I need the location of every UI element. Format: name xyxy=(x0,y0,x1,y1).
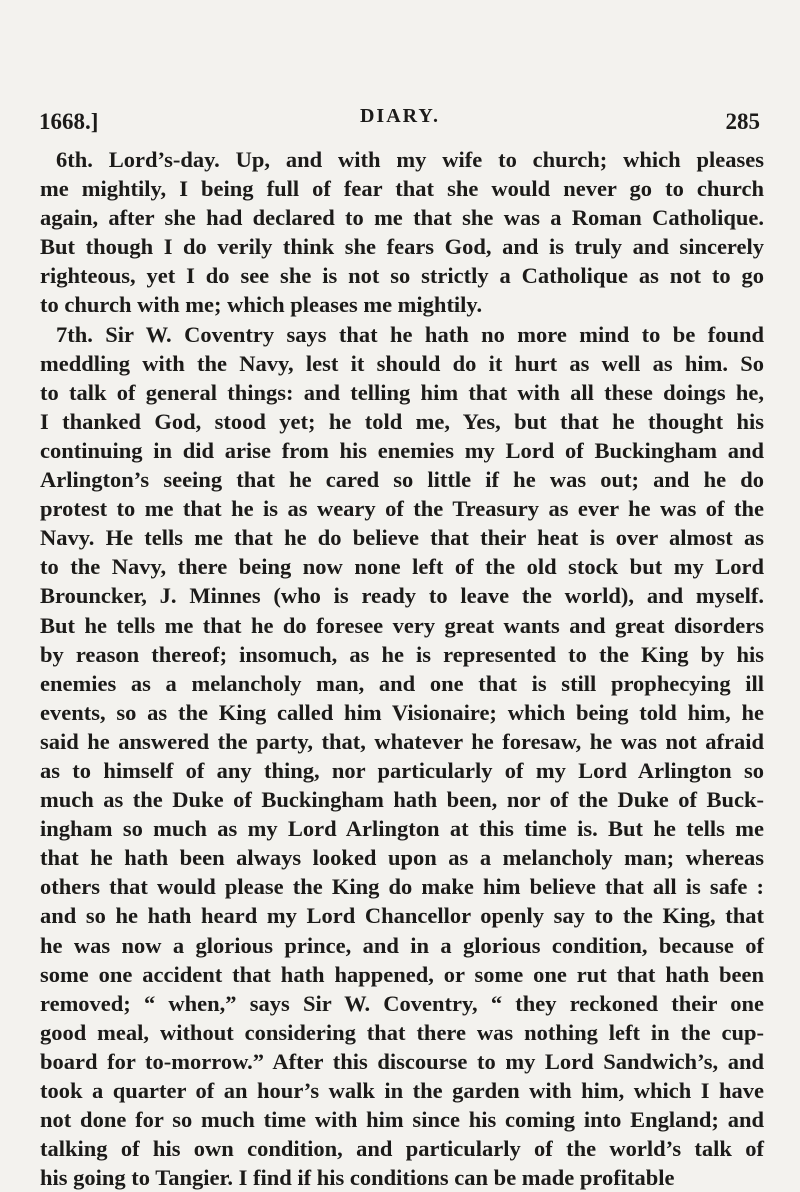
text-line: again, after she had declared to me that she was a Roman Catholique. xyxy=(40,205,764,231)
text-line: to talk of general things: and telling him that with all these doings he, xyxy=(40,379,764,405)
text-line: But he tells me that he do foresee very great wants and great disorders xyxy=(40,612,764,638)
text-line: that he hath been always looked upon as a melancholy man; whereas xyxy=(40,845,764,871)
text-line: talking of his own condition, and particularly of the world’s talk of xyxy=(40,1136,764,1162)
text-line: and so he hath heard my Lord Chancellor openly say to the King, that xyxy=(40,903,764,929)
running-head xyxy=(0,72,800,134)
text-line: events, so as the King called him Visionaire; which being told him, he xyxy=(40,699,764,725)
text-line: not done for so much time with him since his coming into England; and xyxy=(40,1107,764,1133)
text-line: his going to Tangier. I find if his conditions can be made profitable xyxy=(40,1165,675,1191)
text-line: board for to-morrow.” After this discourse to my Lord Sandwich’s, and xyxy=(40,1048,764,1074)
text-line: said he answered the party, that, whatever he foresaw, he was not afraid xyxy=(40,728,764,754)
text-line: took a quarter of an hour’s walk in the garden with him, which I have xyxy=(40,1078,764,1103)
text-line: Navy. He tells me that he do believe that their heat is over almost as xyxy=(40,525,764,551)
text-line: 7th. Sir W. Coventry says that he hath no more mind to be found xyxy=(56,321,764,347)
text-line: protest to me that he is as weary of the Treasury as ever he was of the xyxy=(40,496,764,522)
text-line: ingham so much as my Lord Arlington at this time is. But he tells me xyxy=(40,816,764,842)
text-line: others that would please the King do make him believe that all is safe : xyxy=(40,874,764,900)
diary-text xyxy=(40,145,764,1192)
text-line: by reason thereof; insomuch, as he is represented to the King by his xyxy=(40,641,764,667)
text-line: Brouncker, J. Minnes (who is ready to leave the world), and myself. xyxy=(40,583,764,609)
text-line: removed; “ when,” says Sir W. Coventry, “ they reckoned their one xyxy=(40,990,764,1016)
text-line: as to himself of any thing, nor particularly of my Lord Arlington so xyxy=(40,757,764,783)
text-line: meddling with the Navy, lest it should do it hurt as well as him. So xyxy=(40,350,764,376)
text-line: good meal, without considering that there was nothing left in the cup- xyxy=(40,1019,764,1045)
text-line: some one accident that hath happened, or some one rut that hath been xyxy=(40,961,764,987)
text-line: me mightily, I being full of fear that she would never go to church xyxy=(40,176,764,202)
text-line: 6th. Lord’s-day. Up, and with my wife to church; which pleases xyxy=(56,147,764,172)
page-number: 285 xyxy=(725,109,760,134)
text-line: much as the Duke of Buckingham hath been, nor of the Duke of Buck- xyxy=(40,787,764,813)
running-head-title: DIARY. xyxy=(359,105,441,127)
running-head-year: 1668.] xyxy=(39,109,99,134)
text-line: I thanked God, stood yet; he told me, Yes, but that he thought his xyxy=(40,408,764,434)
text-line: But though I do verily think she fears God, and is truly and sincerely xyxy=(40,234,764,260)
text-line: continuing in did arise from his enemies my Lord of Buckingham and xyxy=(40,437,764,463)
text-line: he was now a glorious prince, and in a glorious condition, because of xyxy=(40,932,764,958)
text-line: to church with me; which pleases me mightily. xyxy=(40,292,483,318)
text-line: Arlington’s seeing that he cared so little if he was out; and he do xyxy=(40,467,764,493)
text-line: to the Navy, there being now none left of the old stock but my Lord xyxy=(40,554,764,580)
text-line: enemies as a melancholy man, and one that is still prophecying ill xyxy=(40,670,764,696)
text-line: righteous, yet I do see she is not so strictly a Catholique as not to go xyxy=(40,263,764,289)
